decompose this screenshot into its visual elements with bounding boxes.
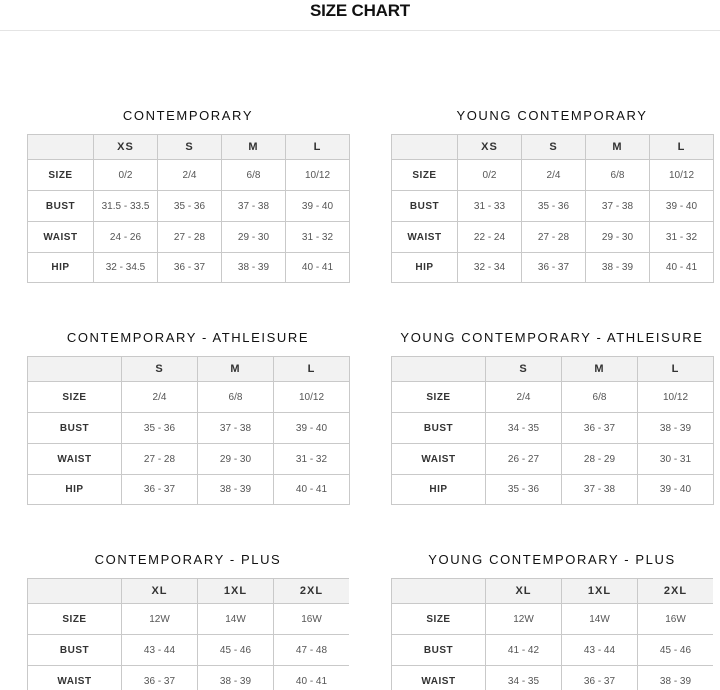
table-cell: 28 - 29 xyxy=(562,444,638,475)
table-header-row xyxy=(28,579,350,604)
table-cell: 6/8 xyxy=(562,382,638,413)
table-corner-cell xyxy=(392,579,486,604)
row-label: SIZE xyxy=(392,604,486,635)
table-cell: 14W xyxy=(562,604,638,635)
table-cell: 45 - 46 xyxy=(198,635,274,666)
column-header: 2XL xyxy=(274,579,350,604)
row-label: BUST xyxy=(28,191,94,222)
row-label: HIP xyxy=(392,475,486,505)
row-label: BUST xyxy=(28,413,122,444)
column-header: XS xyxy=(94,135,158,160)
table-row xyxy=(392,382,714,413)
chart-title: CONTEMPORARY xyxy=(122,108,254,123)
table-cell: 37 - 38 xyxy=(198,413,274,444)
row-label: HIP xyxy=(392,253,458,283)
table-cell: 12W xyxy=(122,604,198,635)
table-cell: 2/4 xyxy=(158,160,222,191)
row-label: WAIST xyxy=(392,444,486,475)
chart-title: YOUNG CONTEMPORARY - PLUS xyxy=(428,552,676,567)
table-cell: 40 - 41 xyxy=(650,253,714,283)
table-cell: 0/2 xyxy=(458,160,522,191)
table-cell: 32 - 34 xyxy=(458,253,522,283)
table-cell: 30 - 31 xyxy=(638,444,714,475)
table-cell: 41 - 42 xyxy=(486,635,562,666)
table-row xyxy=(392,475,714,505)
table-header-row xyxy=(392,357,714,382)
table-cell: 12W xyxy=(486,604,562,635)
row-label: BUST xyxy=(392,191,458,222)
table-cell: 31.5 - 33.5 xyxy=(94,191,158,222)
table-cell: 10/12 xyxy=(274,382,350,413)
table-cell: 29 - 30 xyxy=(198,444,274,475)
row-label: WAIST xyxy=(28,222,94,253)
table-cell: 40 - 41 xyxy=(274,666,350,690)
table-cell: 36 - 37 xyxy=(562,413,638,444)
column-header: M xyxy=(586,135,650,160)
table-row xyxy=(392,604,714,635)
table-cell: 36 - 37 xyxy=(158,253,222,283)
table-row xyxy=(28,635,350,666)
table-cell: 6/8 xyxy=(198,382,274,413)
table-cell: 6/8 xyxy=(586,160,650,191)
size-table xyxy=(27,578,349,690)
table-cell: 35 - 36 xyxy=(486,475,562,505)
chart-contemporary xyxy=(27,107,349,287)
row-label: SIZE xyxy=(28,604,122,635)
table-cell: 27 - 28 xyxy=(158,222,222,253)
chart-young-contemporary-athleisure xyxy=(391,329,713,509)
table-row xyxy=(28,604,350,635)
table-cell: 40 - 41 xyxy=(286,253,350,283)
table-cell: 2/4 xyxy=(122,382,198,413)
table-row xyxy=(28,382,350,413)
table-row xyxy=(392,253,714,283)
table-cell: 43 - 44 xyxy=(122,635,198,666)
table-cell: 37 - 38 xyxy=(586,191,650,222)
column-header: XS xyxy=(458,135,522,160)
row-label: BUST xyxy=(28,635,122,666)
table-cell: 26 - 27 xyxy=(486,444,562,475)
table-cell: 16W xyxy=(638,604,714,635)
table-cell: 6/8 xyxy=(222,160,286,191)
table-cell: 37 - 38 xyxy=(222,191,286,222)
row-label: WAIST xyxy=(392,222,458,253)
table-cell: 45 - 46 xyxy=(638,635,714,666)
table-cell: 31 - 33 xyxy=(458,191,522,222)
table-row xyxy=(28,191,350,222)
table-row xyxy=(392,444,714,475)
row-label: BUST xyxy=(392,635,486,666)
table-row xyxy=(28,160,350,191)
table-cell: 36 - 37 xyxy=(522,253,586,283)
table-cell: 27 - 28 xyxy=(122,444,198,475)
page-title: SIZE CHART xyxy=(309,1,410,20)
table-cell: 34 - 35 xyxy=(486,666,562,690)
table-cell: 37 - 38 xyxy=(562,475,638,505)
table-cell: 36 - 37 xyxy=(562,666,638,690)
table-cell: 39 - 40 xyxy=(274,413,350,444)
column-header: S xyxy=(158,135,222,160)
table-cell: 14W xyxy=(198,604,274,635)
chart-contemporary-plus xyxy=(27,551,349,690)
column-header: S xyxy=(522,135,586,160)
table-corner-cell xyxy=(392,135,458,160)
column-header: L xyxy=(650,135,714,160)
column-header: L xyxy=(638,357,714,382)
table-cell: 36 - 37 xyxy=(122,666,198,690)
column-header: M xyxy=(562,357,638,382)
chart-young-contemporary xyxy=(391,107,713,287)
row-label: HIP xyxy=(28,253,94,283)
row-label: BUST xyxy=(392,413,486,444)
table-cell: 10/12 xyxy=(286,160,350,191)
table-cell: 47 - 48 xyxy=(274,635,350,666)
column-header: L xyxy=(274,357,350,382)
table-cell: 31 - 32 xyxy=(286,222,350,253)
table-cell: 27 - 28 xyxy=(522,222,586,253)
column-header: 1XL xyxy=(562,579,638,604)
table-cell: 38 - 39 xyxy=(222,253,286,283)
column-header: XL xyxy=(122,579,198,604)
column-header: L xyxy=(286,135,350,160)
table-row xyxy=(392,191,714,222)
table-row xyxy=(28,444,350,475)
table-row xyxy=(392,666,714,690)
chart-contemporary-athleisure xyxy=(27,329,349,509)
table-corner-cell xyxy=(28,135,94,160)
table-row xyxy=(392,160,714,191)
row-label: SIZE xyxy=(28,160,94,191)
table-corner-cell xyxy=(28,579,122,604)
table-cell: 43 - 44 xyxy=(562,635,638,666)
chart-title: CONTEMPORARY - PLUS xyxy=(94,552,282,567)
row-label: SIZE xyxy=(392,382,486,413)
table-cell: 39 - 40 xyxy=(638,475,714,505)
size-table xyxy=(27,134,350,283)
table-cell: 31 - 32 xyxy=(650,222,714,253)
column-header: 1XL xyxy=(198,579,274,604)
table-row xyxy=(392,413,714,444)
chart-title: YOUNG CONTEMPORARY xyxy=(456,108,648,123)
table-cell: 22 - 24 xyxy=(458,222,522,253)
table-cell: 10/12 xyxy=(638,382,714,413)
table-header-row xyxy=(392,579,714,604)
row-label: WAIST xyxy=(392,666,486,690)
size-table xyxy=(27,356,350,505)
table-cell: 39 - 40 xyxy=(650,191,714,222)
table-row xyxy=(28,413,350,444)
table-cell: 34 - 35 xyxy=(486,413,562,444)
table-cell: 29 - 30 xyxy=(222,222,286,253)
table-header-row xyxy=(28,357,350,382)
row-label: WAIST xyxy=(28,444,122,475)
page-header xyxy=(0,0,720,31)
table-cell: 32 - 34.5 xyxy=(94,253,158,283)
chart-title: CONTEMPORARY - ATHLEISURE xyxy=(66,330,310,345)
row-label: WAIST xyxy=(28,666,122,690)
table-cell: 10/12 xyxy=(650,160,714,191)
chart-young-contemporary-plus xyxy=(391,551,713,690)
size-table xyxy=(391,578,713,690)
table-cell: 40 - 41 xyxy=(274,475,350,505)
table-header-row xyxy=(28,135,350,160)
table-row xyxy=(28,666,350,690)
table-cell: 35 - 36 xyxy=(522,191,586,222)
table-cell: 38 - 39 xyxy=(198,475,274,505)
table-corner-cell xyxy=(392,357,486,382)
row-label: SIZE xyxy=(28,382,122,413)
table-row xyxy=(392,222,714,253)
table-row xyxy=(28,253,350,283)
table-cell: 31 - 32 xyxy=(274,444,350,475)
table-cell: 2/4 xyxy=(486,382,562,413)
table-cell: 38 - 39 xyxy=(638,666,714,690)
table-cell: 36 - 37 xyxy=(122,475,198,505)
table-cell: 16W xyxy=(274,604,350,635)
row-label: HIP xyxy=(28,475,122,505)
table-row xyxy=(392,635,714,666)
table-cell: 24 - 26 xyxy=(94,222,158,253)
column-header: 2XL xyxy=(638,579,714,604)
table-cell: 38 - 39 xyxy=(638,413,714,444)
column-header: S xyxy=(486,357,562,382)
table-cell: 39 - 40 xyxy=(286,191,350,222)
size-table xyxy=(391,356,714,505)
table-cell: 38 - 39 xyxy=(198,666,274,690)
table-cell: 0/2 xyxy=(94,160,158,191)
column-header: S xyxy=(122,357,198,382)
chart-title: YOUNG CONTEMPORARY - ATHLEISURE xyxy=(400,330,704,345)
table-corner-cell xyxy=(28,357,122,382)
column-header: XL xyxy=(486,579,562,604)
size-table xyxy=(391,134,714,283)
column-header: M xyxy=(222,135,286,160)
table-cell: 29 - 30 xyxy=(586,222,650,253)
row-label: SIZE xyxy=(392,160,458,191)
table-cell: 38 - 39 xyxy=(586,253,650,283)
table-row xyxy=(28,222,350,253)
table-row xyxy=(28,475,350,505)
table-header-row xyxy=(392,135,714,160)
table-cell: 2/4 xyxy=(522,160,586,191)
table-cell: 35 - 36 xyxy=(122,413,198,444)
table-cell: 35 - 36 xyxy=(158,191,222,222)
column-header: M xyxy=(198,357,274,382)
